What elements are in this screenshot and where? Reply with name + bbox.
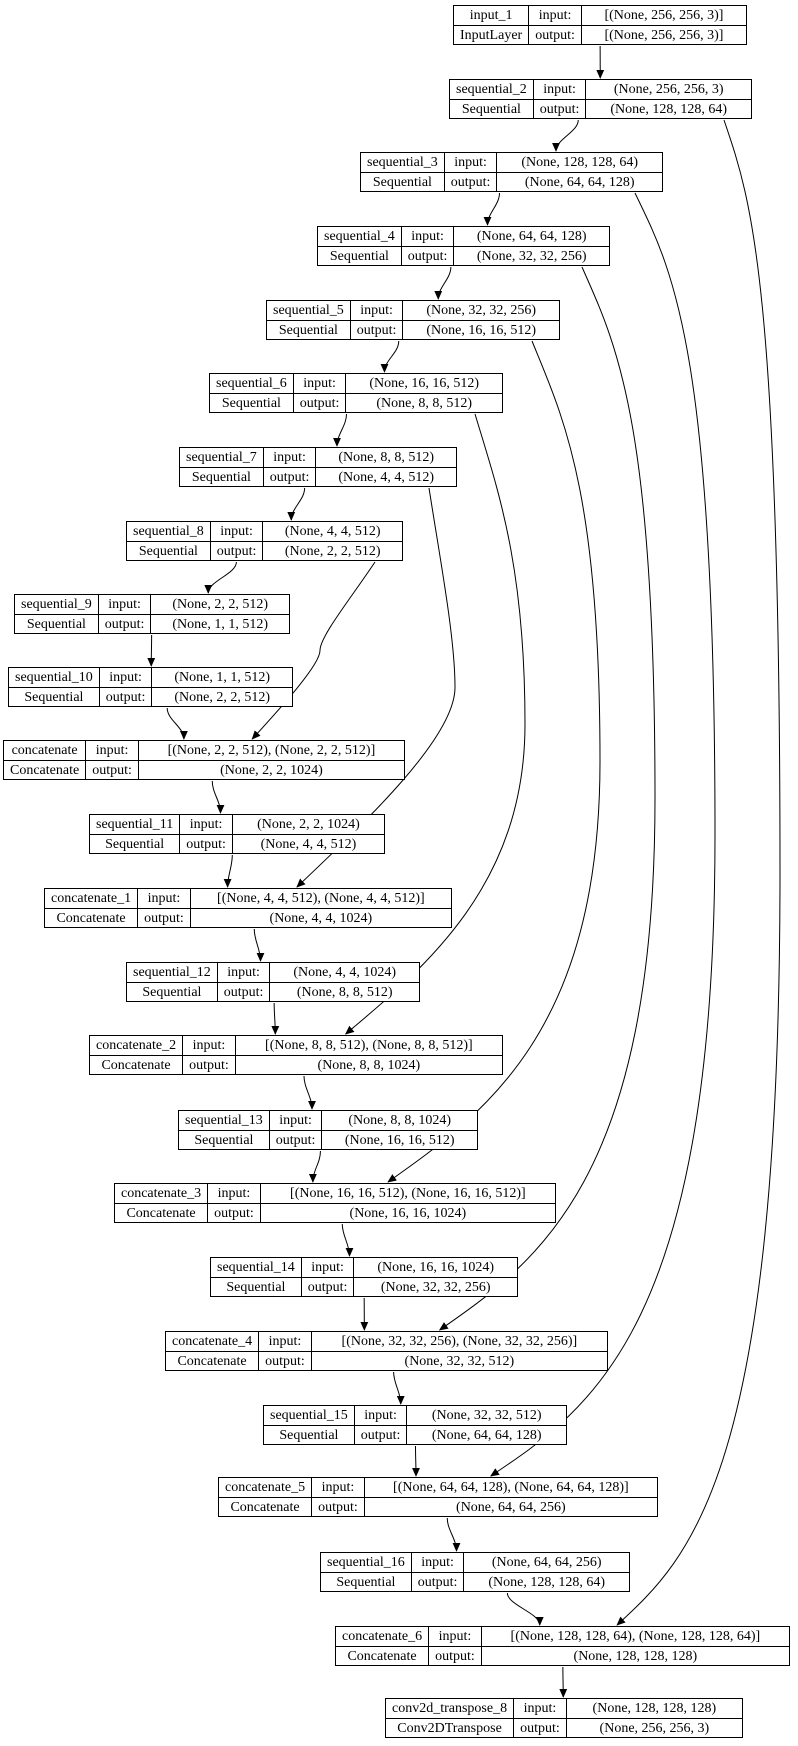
output-label: output: bbox=[311, 1497, 364, 1516]
layer-type: Sequential bbox=[267, 320, 350, 339]
input-label: input: bbox=[428, 1627, 481, 1646]
input-label: input: bbox=[444, 153, 497, 172]
layer-type: Sequential bbox=[318, 246, 401, 265]
input-label: input: bbox=[210, 522, 263, 541]
input-shape: [(None, 128, 128, 64), (None, 128, 128, 64)] bbox=[481, 1627, 789, 1646]
input-label: input: bbox=[301, 1258, 354, 1277]
input-label: input: bbox=[217, 963, 270, 982]
input-label: input: bbox=[269, 1111, 322, 1130]
layer-node-sequential_7 bbox=[179, 447, 457, 487]
edge-concatenate_3-to-sequential_14 bbox=[342, 1224, 349, 1256]
input-label: input: bbox=[350, 301, 403, 320]
edge-concatenate_2-to-sequential_13 bbox=[304, 1076, 312, 1109]
output-shape: (None, 64, 64, 128) bbox=[496, 172, 662, 191]
layer-name: concatenate_4 bbox=[172, 1334, 253, 1349]
edge-sequential_4-to-sequential_5 bbox=[438, 267, 451, 299]
input-label: input: bbox=[513, 1699, 566, 1718]
layer-node-concatenate_4 bbox=[165, 1331, 608, 1371]
input-label: input: bbox=[533, 80, 586, 99]
layer-type: Sequential bbox=[15, 614, 98, 633]
input-shape: [(None, 2, 2, 512), (None, 2, 2, 512)] bbox=[138, 741, 404, 760]
edge-sequential_7-to-sequential_8 bbox=[291, 488, 304, 520]
output-label: output: bbox=[350, 320, 403, 339]
output-label: output: bbox=[301, 1277, 354, 1296]
layer-type: Sequential bbox=[210, 393, 293, 412]
input-label: input: bbox=[528, 6, 581, 25]
layer-name: sequential_8 bbox=[133, 524, 204, 539]
input-label: input: bbox=[98, 595, 151, 614]
output-label: output: bbox=[263, 467, 316, 486]
edge-sequential_15-to-concatenate_5 bbox=[416, 1446, 417, 1476]
layer-type: Sequential bbox=[127, 982, 217, 1001]
layer-node-sequential_9 bbox=[14, 594, 290, 634]
layer-type: Sequential bbox=[321, 1572, 411, 1591]
output-shape: (None, 64, 64, 256) bbox=[364, 1497, 657, 1516]
input-shape: [(None, 32, 32, 256), (None, 32, 32, 256)] bbox=[311, 1332, 607, 1351]
layer-name: concatenate_3 bbox=[121, 1186, 202, 1201]
layer-type: Concatenate bbox=[166, 1351, 258, 1370]
edge-concatenate-to-sequential_11 bbox=[212, 781, 220, 813]
layer-node-concatenate_5 bbox=[218, 1477, 658, 1517]
layer-name: sequential_10 bbox=[15, 670, 93, 685]
edge-sequential_8-to-sequential_9 bbox=[208, 562, 236, 593]
layer-type: Sequential bbox=[211, 1277, 301, 1296]
output-label: output: bbox=[179, 834, 232, 853]
output-label: output: bbox=[293, 393, 346, 412]
output-shape: (None, 1, 1, 512) bbox=[150, 614, 289, 633]
input-label: input: bbox=[293, 374, 346, 393]
input-shape: [(None, 64, 64, 128), (None, 64, 64, 128)] bbox=[364, 1478, 657, 1497]
output-shape: (None, 128, 128, 128) bbox=[481, 1646, 789, 1665]
layer-type: Sequential bbox=[361, 172, 444, 191]
layer-name: sequential_6 bbox=[216, 376, 287, 391]
layer-name: sequential_13 bbox=[185, 1113, 263, 1128]
output-shape: (None, 8, 8, 512) bbox=[269, 982, 419, 1001]
layer-name: input_1 bbox=[469, 8, 513, 23]
layer-name: concatenate_6 bbox=[342, 1629, 423, 1644]
layer-node-conv2d_transpose_8 bbox=[385, 1698, 743, 1738]
input-shape: (None, 2, 2, 1024) bbox=[232, 815, 384, 834]
input-shape: (None, 256, 256, 3) bbox=[585, 80, 751, 99]
layer-node-sequential_12 bbox=[126, 962, 420, 1002]
output-shape: (None, 16, 16, 512) bbox=[321, 1130, 477, 1149]
output-shape: (None, 256, 256, 3) bbox=[566, 1718, 742, 1737]
output-shape: (None, 4, 4, 512) bbox=[232, 834, 384, 853]
output-shape: (None, 64, 64, 128) bbox=[406, 1425, 566, 1444]
layer-node-sequential_6 bbox=[209, 373, 503, 413]
layer-name: concatenate_2 bbox=[96, 1038, 177, 1053]
input-label: input: bbox=[263, 448, 316, 467]
input-label: input: bbox=[99, 668, 152, 687]
layer-node-sequential_15 bbox=[263, 1405, 567, 1445]
output-label: output: bbox=[269, 1130, 322, 1149]
output-label: output: bbox=[354, 1425, 407, 1444]
output-shape: (None, 16, 16, 512) bbox=[402, 320, 559, 339]
input-shape: (None, 8, 8, 1024) bbox=[321, 1111, 477, 1130]
layer-node-sequential_10 bbox=[8, 667, 293, 707]
output-shape: (None, 128, 128, 64) bbox=[463, 1572, 629, 1591]
layer-type: Concatenate bbox=[115, 1203, 207, 1222]
input-shape: (None, 4, 4, 1024) bbox=[269, 963, 419, 982]
edge-sequential_5-to-sequential_6 bbox=[385, 341, 399, 372]
output-shape: (None, 8, 8, 512) bbox=[345, 393, 502, 412]
output-shape: (None, 16, 16, 1024) bbox=[260, 1203, 555, 1222]
output-shape: [(None, 256, 256, 3)] bbox=[581, 25, 746, 44]
input-label: input: bbox=[85, 741, 138, 760]
layer-name: concatenate bbox=[11, 743, 78, 758]
layer-type: Conv2DTranspose bbox=[386, 1718, 513, 1737]
output-shape: (None, 2, 2, 1024) bbox=[138, 760, 404, 779]
layer-node-sequential_13 bbox=[178, 1110, 478, 1150]
input-label: input: bbox=[207, 1184, 260, 1203]
output-label: output: bbox=[411, 1572, 464, 1591]
output-label: output: bbox=[207, 1203, 260, 1222]
output-shape: (None, 4, 4, 512) bbox=[315, 467, 456, 486]
layer-type: Concatenate bbox=[336, 1646, 428, 1665]
layer-type: Concatenate bbox=[4, 760, 85, 779]
edge-sequential_13-to-concatenate_3 bbox=[313, 1151, 321, 1182]
layer-name: sequential_16 bbox=[327, 1555, 405, 1570]
input-shape: [(None, 16, 16, 512), (None, 16, 16, 512)] bbox=[260, 1184, 555, 1203]
input-shape: (None, 128, 128, 64) bbox=[496, 153, 662, 172]
input-label: input: bbox=[354, 1406, 407, 1425]
output-label: output: bbox=[528, 25, 581, 44]
layer-type: Sequential bbox=[90, 834, 179, 853]
output-shape: (None, 128, 128, 64) bbox=[585, 99, 751, 118]
output-shape: (None, 32, 32, 512) bbox=[311, 1351, 607, 1370]
output-shape: (None, 4, 4, 1024) bbox=[190, 908, 451, 927]
output-label: output: bbox=[85, 760, 138, 779]
layer-node-concatenate_2 bbox=[89, 1035, 503, 1075]
input-label: input: bbox=[311, 1478, 364, 1497]
output-label: output: bbox=[513, 1718, 566, 1737]
input-shape: (None, 64, 64, 256) bbox=[463, 1553, 629, 1572]
input-shape: (None, 32, 32, 512) bbox=[406, 1406, 566, 1425]
edge-sequential_12-to-concatenate_2 bbox=[274, 1003, 275, 1034]
layer-name: sequential_9 bbox=[21, 597, 92, 612]
output-shape: (None, 2, 2, 512) bbox=[262, 541, 402, 560]
layer-name: sequential_15 bbox=[270, 1408, 348, 1423]
layer-type: Sequential bbox=[179, 1130, 269, 1149]
input-label: input: bbox=[258, 1332, 311, 1351]
layer-type: Sequential bbox=[9, 687, 99, 706]
layer-type: Sequential bbox=[180, 467, 263, 486]
input-shape: (None, 2, 2, 512) bbox=[150, 595, 289, 614]
layer-node-concatenate bbox=[3, 740, 405, 780]
layer-node-sequential_2 bbox=[449, 79, 752, 119]
layer-type: Concatenate bbox=[45, 908, 137, 927]
layer-type: Concatenate bbox=[219, 1497, 311, 1516]
layer-name: sequential_5 bbox=[273, 303, 344, 318]
layer-name: sequential_14 bbox=[217, 1260, 295, 1275]
layer-name: sequential_12 bbox=[133, 965, 211, 980]
layer-node-concatenate_1 bbox=[44, 888, 452, 928]
output-shape: (None, 32, 32, 256) bbox=[353, 1277, 517, 1296]
input-label: input: bbox=[137, 889, 190, 908]
layer-node-sequential_3 bbox=[360, 152, 663, 192]
edge-sequential_10-to-concatenate bbox=[167, 708, 184, 739]
input-label: input: bbox=[182, 1036, 235, 1055]
layer-type: Sequential bbox=[127, 541, 210, 560]
layer-name: conv2d_transpose_8 bbox=[392, 1701, 508, 1716]
layer-name: concatenate_5 bbox=[225, 1480, 306, 1495]
input-label: input: bbox=[411, 1553, 464, 1572]
input-shape: [(None, 256, 256, 3)] bbox=[581, 6, 746, 25]
layer-name: sequential_3 bbox=[367, 155, 438, 170]
edge-concatenate_5-to-sequential_16 bbox=[447, 1518, 456, 1551]
edge-concatenate_4-to-sequential_15 bbox=[394, 1372, 401, 1404]
input-shape: (None, 16, 16, 512) bbox=[345, 374, 502, 393]
output-label: output: bbox=[210, 541, 263, 560]
edge-sequential_6-to-sequential_7 bbox=[337, 414, 347, 446]
layer-node-concatenate_3 bbox=[114, 1183, 556, 1223]
output-label: output: bbox=[444, 172, 497, 191]
layer-type: Sequential bbox=[264, 1425, 354, 1444]
edge-concatenate_1-to-sequential_12 bbox=[254, 929, 260, 961]
layer-type: Concatenate bbox=[90, 1055, 182, 1074]
output-shape: (None, 2, 2, 512) bbox=[151, 687, 292, 706]
input-shape: (None, 16, 16, 1024) bbox=[353, 1258, 517, 1277]
edge-sequential_4-to-concatenate_4 bbox=[440, 267, 655, 1330]
layer-node-sequential_8 bbox=[126, 521, 403, 561]
output-label: output: bbox=[401, 246, 454, 265]
output-shape: (None, 8, 8, 1024) bbox=[235, 1055, 502, 1074]
output-label: output: bbox=[428, 1646, 481, 1665]
layer-name: sequential_7 bbox=[186, 450, 257, 465]
edge-sequential_3-to-sequential_4 bbox=[488, 193, 500, 225]
layer-name: concatenate_1 bbox=[51, 891, 132, 906]
input-shape: (None, 8, 8, 512) bbox=[315, 448, 456, 467]
input-label: input: bbox=[401, 227, 454, 246]
edge-sequential_16-to-concatenate_6 bbox=[507, 1593, 539, 1625]
edge-sequential_11-to-concatenate_1 bbox=[228, 855, 233, 887]
input-shape: [(None, 4, 4, 512), (None, 4, 4, 512)] bbox=[190, 889, 451, 908]
layer-node-sequential_4 bbox=[317, 226, 610, 266]
edge-sequential_2-to-sequential_3 bbox=[556, 120, 578, 151]
layer-node-sequential_16 bbox=[320, 1552, 630, 1592]
input-shape: (None, 64, 64, 128) bbox=[453, 227, 609, 246]
layer-node-sequential_11 bbox=[89, 814, 385, 854]
layer-type: Sequential bbox=[450, 99, 533, 118]
edge-sequential_3-to-concatenate_5 bbox=[491, 193, 715, 1476]
edge-sequential_2-to-concatenate_6 bbox=[617, 120, 780, 1625]
layer-name: sequential_4 bbox=[324, 229, 395, 244]
input-shape: (None, 1, 1, 512) bbox=[151, 668, 292, 687]
output-shape: (None, 32, 32, 256) bbox=[453, 246, 609, 265]
input-shape: (None, 32, 32, 256) bbox=[402, 301, 559, 320]
output-label: output: bbox=[258, 1351, 311, 1370]
layer-name: sequential_2 bbox=[456, 82, 527, 97]
output-label: output: bbox=[99, 687, 152, 706]
edge-sequential_8-to-concatenate bbox=[252, 562, 375, 739]
layer-node-input_1 bbox=[453, 5, 747, 45]
output-label: output: bbox=[182, 1055, 235, 1074]
input-shape: (None, 4, 4, 512) bbox=[262, 522, 402, 541]
output-label: output: bbox=[533, 99, 586, 118]
input-label: input: bbox=[179, 815, 232, 834]
output-label: output: bbox=[137, 908, 190, 927]
layer-node-sequential_5 bbox=[266, 300, 560, 340]
layer-node-concatenate_6 bbox=[335, 1626, 790, 1666]
layer-type: InputLayer bbox=[454, 25, 528, 44]
output-label: output: bbox=[98, 614, 151, 633]
layer-name: sequential_11 bbox=[96, 817, 174, 832]
edge-sequential_6-to-concatenate_2 bbox=[346, 414, 525, 1034]
layer-node-sequential_14 bbox=[210, 1257, 518, 1297]
output-label: output: bbox=[217, 982, 270, 1001]
input-shape: (None, 128, 128, 128) bbox=[566, 1699, 742, 1718]
input-shape: [(None, 8, 8, 512), (None, 8, 8, 512)] bbox=[235, 1036, 502, 1055]
